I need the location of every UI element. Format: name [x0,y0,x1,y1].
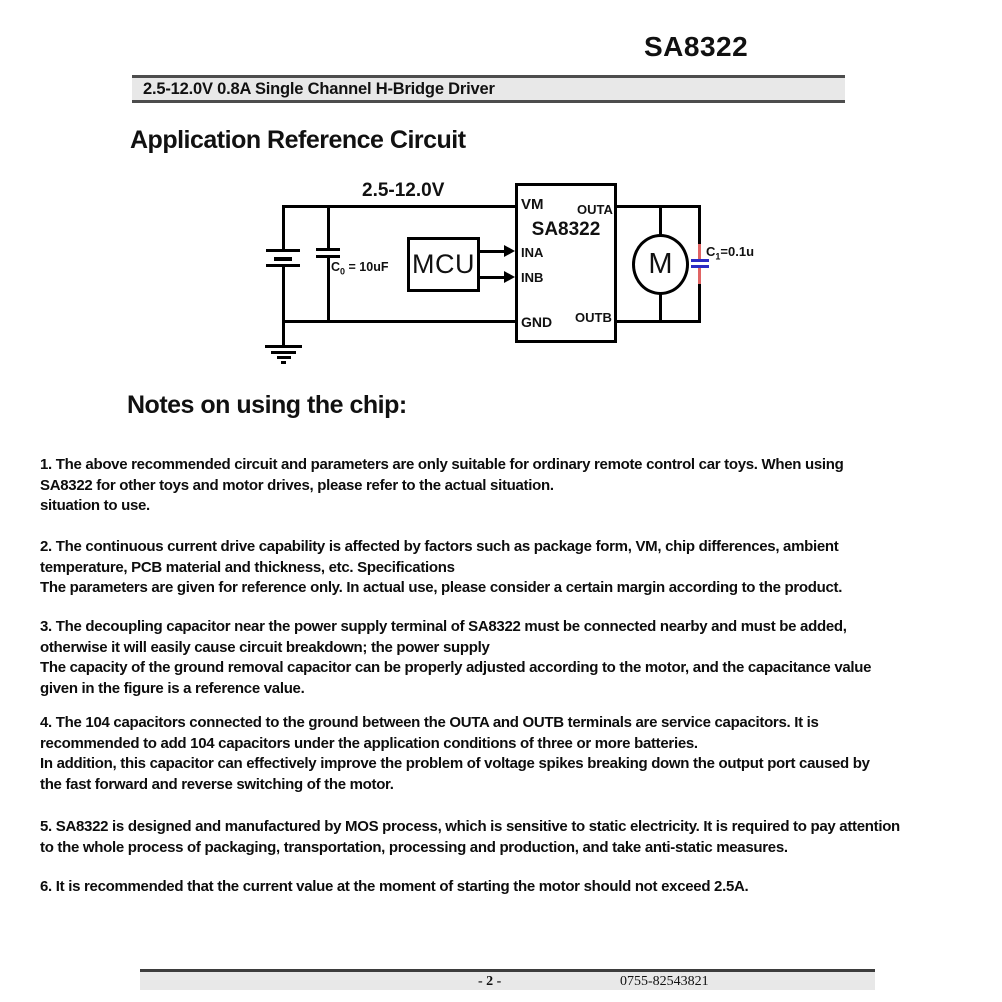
wire-bottom-rail [282,320,516,323]
note-line: 4. The 104 capacitors connected to the ground between the OUTA and OUTB terminals are service capacitors. It is [40,714,819,731]
pin-gnd: GND [521,314,553,330]
cap1-label [706,244,754,262]
wire-cap1-top [698,206,701,244]
note-line: temperature, PCB material and thickness, etc. Specifications [40,558,455,576]
subtitle-text: 2.5-12.0V 0.8A Single Channel H-Bridge Driver [143,79,495,98]
cap1-lead-bottom [698,268,701,284]
cap0-plate-top [316,248,340,251]
note-paragraph [40,617,990,699]
section-title-application-reference-circuit: Application Reference Circuit [130,126,466,154]
wire-ina [480,250,506,253]
ground-icon [277,356,291,359]
note-paragraph [40,537,990,599]
mcu-box [407,237,480,292]
wire-cap1-bottom [698,284,701,322]
footer-bar [140,969,875,990]
note-line: 6. It is recommended that the current value at the moment of starting the motor should not exceed 2.5A. [40,878,749,895]
note-line: situation to use. [40,497,150,514]
ground-icon [271,351,296,354]
pin-outb: OUTB [575,310,612,325]
pin-ina: INA [521,245,544,260]
cap0-value: = 10uF [345,260,389,274]
cap0-name: C [331,260,341,274]
note-line: otherwise it will easily cause circuit breakdown; the power supply [40,638,490,656]
footer-phone: 0755-82543821 [620,974,709,989]
wire-inb [480,276,506,279]
note-line: 3. The decoupling capacitor near the power supply terminal of SA8322 must be connected nearby and must be added, [40,618,847,635]
pin-outa: OUTA [577,202,613,217]
battery-plate-long-top [266,249,300,252]
ground-icon [265,345,302,348]
note-paragraph [40,455,990,517]
subtitle-bar [132,75,845,103]
cap0-sub: 0 [340,266,346,277]
note-line: 2. The continuous current drive capability is affected by factors such as package form, VM, chip differences, ambient [40,538,839,555]
note-line: SA8322 for other toys and motor drives, please refer to the actual situation. [40,476,554,494]
ground-icon [281,361,286,364]
section-title-notes: Notes on using the chip: [127,391,407,419]
page-number: - 2 - [478,974,502,989]
note-line: In addition, this capacitor can effectively improve the problem of voltage spikes breaking down the output port caused by [40,755,870,772]
wire-top-rail [282,205,516,208]
cap1-value: =0.1u [720,244,755,259]
note-line: recommended to add 104 capacitors under the application conditions of three or more batteries. [40,734,698,752]
note-paragraph [40,713,990,795]
wire-outa-rail [614,205,701,208]
chip-name-label: SA8322 [531,219,601,240]
mcu-label: MCU [412,249,475,279]
pin-inb: INB [521,270,544,285]
pin-vm: VM [521,196,544,213]
cap0-label [331,260,388,277]
wire-cap0-bottom-lead [327,258,330,323]
arrow-right-icon [504,271,515,283]
note-line: The capacity of the ground removal capacitor can be properly adjusted according to the motor, and the capacitance value [40,659,872,676]
wire-battery-top-lead [282,206,285,251]
note-paragraph [40,877,990,898]
motor-label: M [648,248,673,280]
wire-motor-top-lead [659,206,662,236]
cap1-sub: 1 [715,251,721,262]
cap1-name: C [706,244,716,259]
doc-title: SA8322 [644,31,749,62]
wire-motor-bottom-lead [659,293,662,322]
note-line: the fast forward and reverse switching of the motor. [40,775,394,793]
cap1-lead-top [698,244,701,259]
note-line: given in the figure is a reference value. [40,679,305,697]
arrow-right-icon [504,245,515,257]
wire-cap0-top-lead [327,206,330,249]
note-line: to the whole process of packaging, transportation, processing and production, and take anti-static measures. [40,838,788,856]
battery-plate-short [274,257,292,262]
supply-voltage-label: 2.5-12.0V [362,180,445,201]
note-paragraph [40,817,990,858]
note-line: The parameters are given for reference only. In actual use, please consider a certain margin according to the product. [40,579,843,596]
wire-outb-rail [614,320,701,323]
wire-battery-bottom-lead [282,266,285,347]
note-line: 1. The above recommended circuit and parameters are only suitable for ordinary remote control car toys. When using [40,456,844,473]
motor-symbol [632,234,689,295]
note-line: 5. SA8322 is designed and manufactured by MOS process, which is sensitive to static electricity. It is required to pay attention [40,818,900,835]
